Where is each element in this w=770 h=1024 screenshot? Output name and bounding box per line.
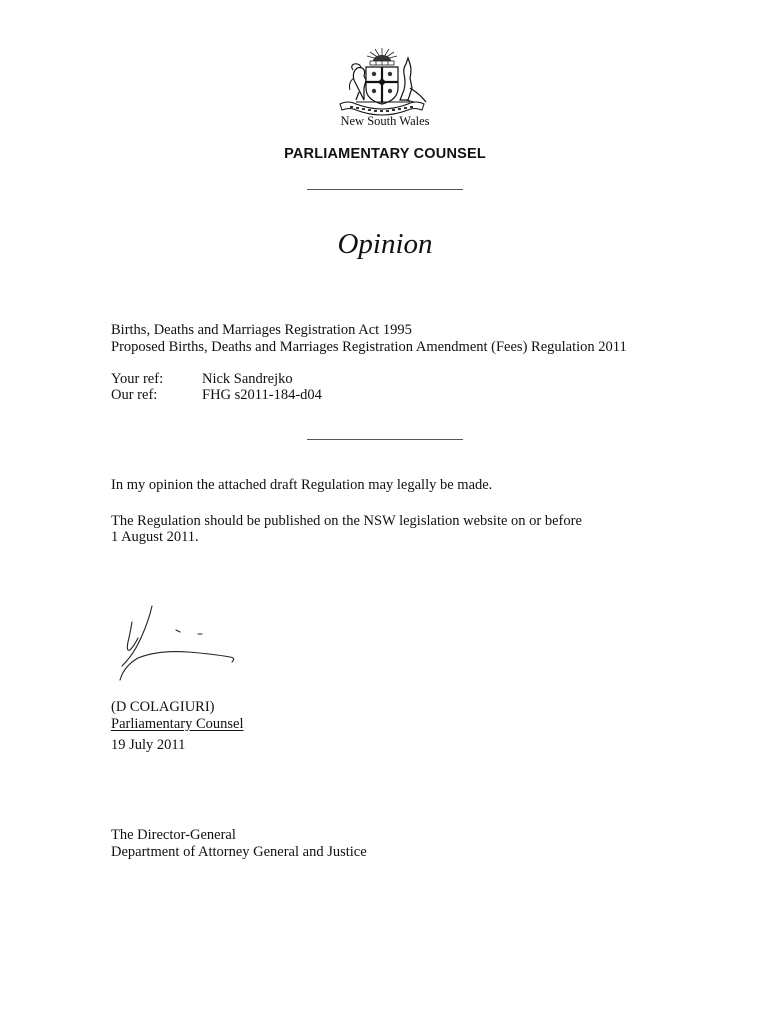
subject-act: Births, Deaths and Marriages Registration Act 1995 <box>111 322 412 338</box>
opinion-statement: In my opinion the attached draft Regulation may legally be made. <box>111 477 493 493</box>
handwritten-signature-icon <box>108 600 248 684</box>
header-divider <box>307 189 463 190</box>
addressee-department: Department of Attorney General and Justice <box>111 844 367 860</box>
document-title: Opinion <box>337 228 433 260</box>
our-ref-label: Our ref: <box>111 387 158 403</box>
nsw-coat-of-arms-icon <box>326 44 438 118</box>
your-ref-label: Your ref: <box>111 371 164 387</box>
publication-instruction-line-2: 1 August 2011. <box>111 529 199 545</box>
office-heading: PARLIAMENTARY COUNSEL <box>284 146 486 162</box>
section-divider <box>307 439 463 440</box>
our-ref-value: FHG s2011-184-d04 <box>202 387 322 403</box>
publication-instruction-line-1: The Regulation should be published on the NSW legislation website on or before <box>111 513 582 529</box>
subject-regulation: Proposed Births, Deaths and Marriages Registration Amendment (Fees) Regulation 2011 <box>111 339 627 355</box>
jurisdiction-name: New South Wales <box>340 114 430 128</box>
addressee-title: The Director-General <box>111 827 236 843</box>
signer-name: (D COLAGIURI) <box>111 699 215 715</box>
signature-date: 19 July 2011 <box>111 737 186 753</box>
your-ref-value: Nick Sandrejko <box>202 371 293 387</box>
signer-role: Parliamentary Counsel <box>111 716 244 732</box>
